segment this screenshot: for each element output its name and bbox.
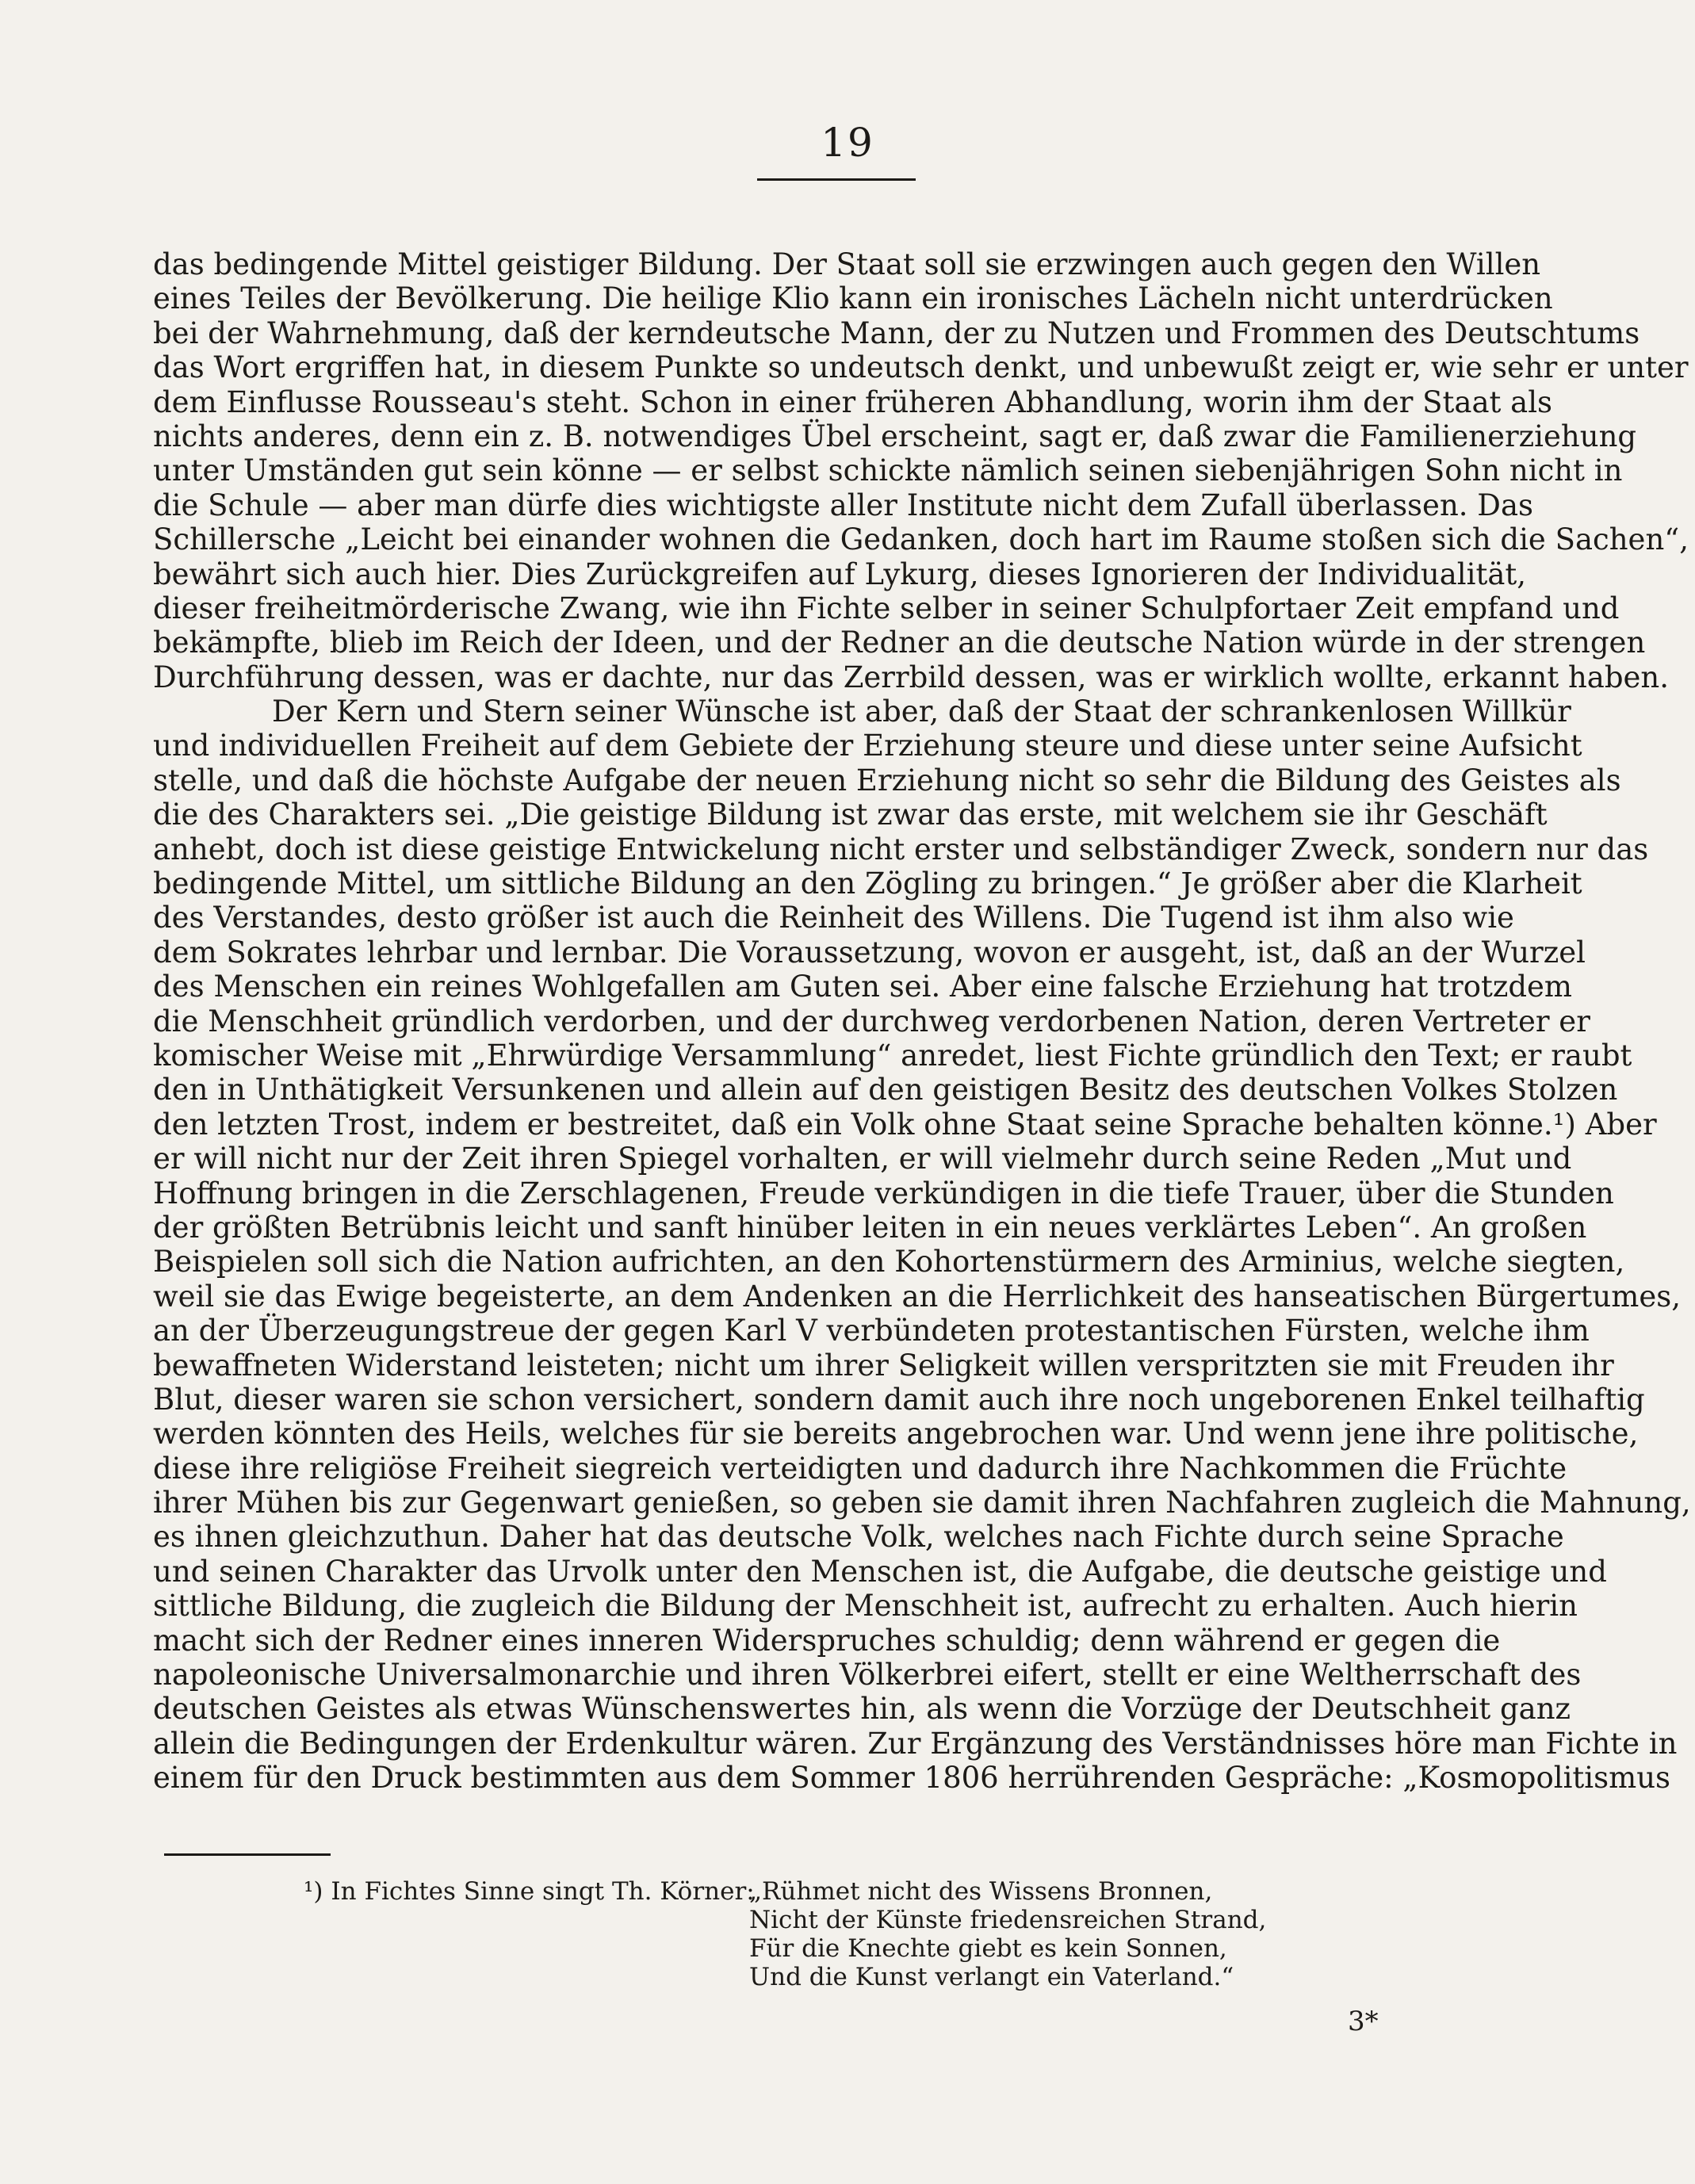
text-line: dieser freiheitmörderische Zwang, wie ihn Fichte selber in seiner Schulpfortaer Zeit empfand und	[153, 591, 1620, 625]
text-line: den letzten Trost, indem er bestreitet, daß ein Volk ohne Staat seine Sprache behalten könne.¹) Aber	[153, 1107, 1657, 1142]
footnote-verse-line: „Rühmet nicht des Wissens Bronnen,	[749, 1877, 1213, 1906]
text-line: bei der Wahrnehmung, daß der kerndeutsche Mann, der zu Nutzen und Frommen des Deutschtums	[153, 316, 1640, 350]
text-line: und seinen Charakter das Urvolk unter den Menschen ist, die Aufgabe, die deutsche geistige und	[153, 1554, 1607, 1589]
text-line: und individuellen Freiheit auf dem Gebiete der Erziehung steure und diese unter seine Aufsicht	[153, 729, 1582, 763]
footnote-rule	[164, 1853, 331, 1856]
text-line: bekämpfte, blieb im Reich der Ideen, und der Redner an die deutsche Nation würde in der strengen	[153, 625, 1646, 660]
footnote-verse-line: Und die Kunst verlangt ein Vaterland.“	[749, 1963, 1234, 1991]
text-line: bedingende Mittel, um sittliche Bildung an den Zögling zu bringen.“ Je größer aber die Klarheit	[153, 866, 1582, 901]
footnote-verse-line: Für die Knechte giebt es kein Sonnen,	[749, 1934, 1227, 1963]
text-line: den in Unthätigkeit Versunkenen und allein auf den geistigen Besitz des deutschen Volkes Stolzen	[153, 1073, 1618, 1107]
text-line: komischer Weise mit „Ehrwürdige Versammlung“ anredet, liest Fichte gründlich den Text; er raubt	[153, 1038, 1632, 1073]
text-line: bewährt sich auch hier. Dies Zurückgreifen auf Lykurg, dieses Ignorieren der Individualität,	[153, 557, 1527, 591]
text-line: macht sich der Redner eines inneren Widerspruches schuldig; denn während er gegen die	[153, 1623, 1501, 1658]
text-line: Hoffnung bringen in die Zerschlagenen, Freude verkündigen in die tiefe Trauer, über die Stunden	[153, 1176, 1614, 1211]
signature-mark: 3*	[1348, 2006, 1379, 2037]
text-line: es ihnen gleichzuthun. Daher hat das deutsche Volk, welches nach Fichte durch seine Sprache	[153, 1520, 1564, 1555]
text-line: des Verstandes, desto größer ist auch die Reinheit des Willens. Die Tugend ist ihm also wie	[153, 901, 1514, 935]
text-line: die des Charakters sei. „Die geistige Bildung ist zwar das erste, mit welchem sie ihr Geschäft	[153, 797, 1548, 832]
text-line: einem für den Druck bestimmten aus dem Sommer 1806 herrührenden Gespräche: „Kosmopolitismus	[153, 1761, 1671, 1796]
text-line: allein die Bedingungen der Erdenkultur wären. Zur Ergänzung des Verständnisses höre man Fichte in	[153, 1726, 1678, 1761]
text-line: sittliche Bildung, die zugleich die Bildung der Menschheit ist, aufrecht zu erhalten. Auch hierin	[153, 1589, 1578, 1624]
text-line: die Schule — aber man dürfe dies wichtigste aller Institute nicht dem Zufall überlassen. Das	[153, 488, 1534, 522]
text-line: dem Einflusse Rousseau's steht. Schon in einer früheren Abhandlung, worin ihm der Staat als	[153, 384, 1553, 419]
text-line: napoleonische Universalmonarchie und ihren Völkerbrei eifert, stellt er eine Weltherrschaft des	[153, 1658, 1582, 1693]
text-line: der größten Betrübnis leicht und sanft hinüber leiten in ein neues verklärtes Leben“. An großen	[153, 1210, 1587, 1245]
footnote-intro: ¹) In Fichtes Sinne singt Th. Körner:	[304, 1877, 755, 1906]
header-rule	[757, 178, 916, 181]
text-line: Blut, dieser waren sie schon versichert, sondern damit auch ihre noch ungeborenen Enkel teilhaftig	[153, 1382, 1645, 1417]
text-line: werden könnten des Heils, welches für sie bereits angebrochen war. Und wenn jene ihre politische,	[153, 1417, 1639, 1452]
text-line: anhebt, doch ist diese geistige Entwickelung nicht erster und selbständiger Zweck, sondern nur das	[153, 832, 1649, 866]
text-line: dem Sokrates lehrbar und lernbar. Die Voraussetzung, wovon er ausgeht, ist, daß an der Wurzel	[153, 935, 1586, 970]
page-number: 19	[821, 120, 874, 166]
text-line: an der Überzeugungstreue der gegen Karl V verbündeten protestantischen Fürsten, welche ihm	[153, 1314, 1590, 1348]
text-line: deutschen Geistes als etwas Wünschenswertes hin, als wenn die Vorzüge der Deutschheit ganz	[153, 1692, 1571, 1727]
footnote-verse	[749, 1877, 1266, 1991]
text-line: Schillersche „Leicht bei einander wohnen die Gedanken, doch hart im Raume stoßen sich die Sachen“,	[153, 522, 1689, 557]
text-line: das Wort ergriffen hat, in diesem Punkte so undeutsch denkt, und unbewußt zeigt er, wie sehr er unter	[153, 350, 1689, 385]
text-line: unter Umständen gut sein könne — er selbst schickte nämlich seinen siebenjährigen Sohn nicht in	[153, 453, 1623, 488]
text-line: Beispielen soll sich die Nation aufrichten, an den Kohortenstürmern des Arminius, welche siegten,	[153, 1245, 1625, 1279]
text-line: eines Teiles der Bevölkerung. Die heilige Klio kann ein ironisches Lächeln nicht unterdrücken	[153, 281, 1553, 316]
text-line: diese ihre religiöse Freiheit siegreich verteidigten und dadurch ihre Nachkommen die Früchte	[153, 1451, 1567, 1486]
text-line: die Menschheit gründlich verdorben, und der durchweg verdorbenen Nation, deren Vertreter er	[153, 1004, 1590, 1038]
text-line: nichts anderes, denn ein z. B. notwendiges Übel erscheint, sagt er, daß zwar die Familienerziehung	[153, 419, 1637, 453]
text-line: stelle, und daß die höchste Aufgabe der neuen Erziehung nicht so sehr die Bildung des Geistes als	[153, 763, 1621, 797]
text-line: des Menschen ein reines Wohlgefallen am Guten sei. Aber eine falsche Erziehung hat trotzdem	[153, 970, 1573, 1004]
body-text	[153, 247, 1691, 1796]
text-line: er will nicht nur der Zeit ihren Spiegel vorhalten, er will vielmehr durch seine Reden „Mut und	[153, 1142, 1572, 1176]
text-line: ihrer Mühen bis zur Gegenwart genießen, so geben sie damit ihren Nachfahren zugleich die Mahnung,	[153, 1486, 1691, 1520]
text-line: bewaffneten Widerstand leisteten; nicht um ihrer Seligkeit willen verspritzten sie mit Freuden ihr	[153, 1348, 1614, 1383]
text-line: Der Kern und Stern seiner Wünsche ist aber, daß der Staat der schrankenlosen Willkür	[272, 694, 1571, 729]
text-line: das bedingende Mittel geistiger Bildung. Der Staat soll sie erzwingen auch gegen den Willen	[153, 247, 1541, 281]
footnote-verse-line: Nicht der Künste friedensreichen Strand,	[749, 1906, 1267, 1934]
text-line: Durchführung dessen, was er dachte, nur das Zerrbild dessen, was er wirklich wollte, erkannt haben.	[153, 660, 1670, 694]
text-line: weil sie das Ewige begeisterte, an dem Andenken an die Herrlichkeit des hanseatischen Bürgertumes,	[153, 1279, 1681, 1314]
